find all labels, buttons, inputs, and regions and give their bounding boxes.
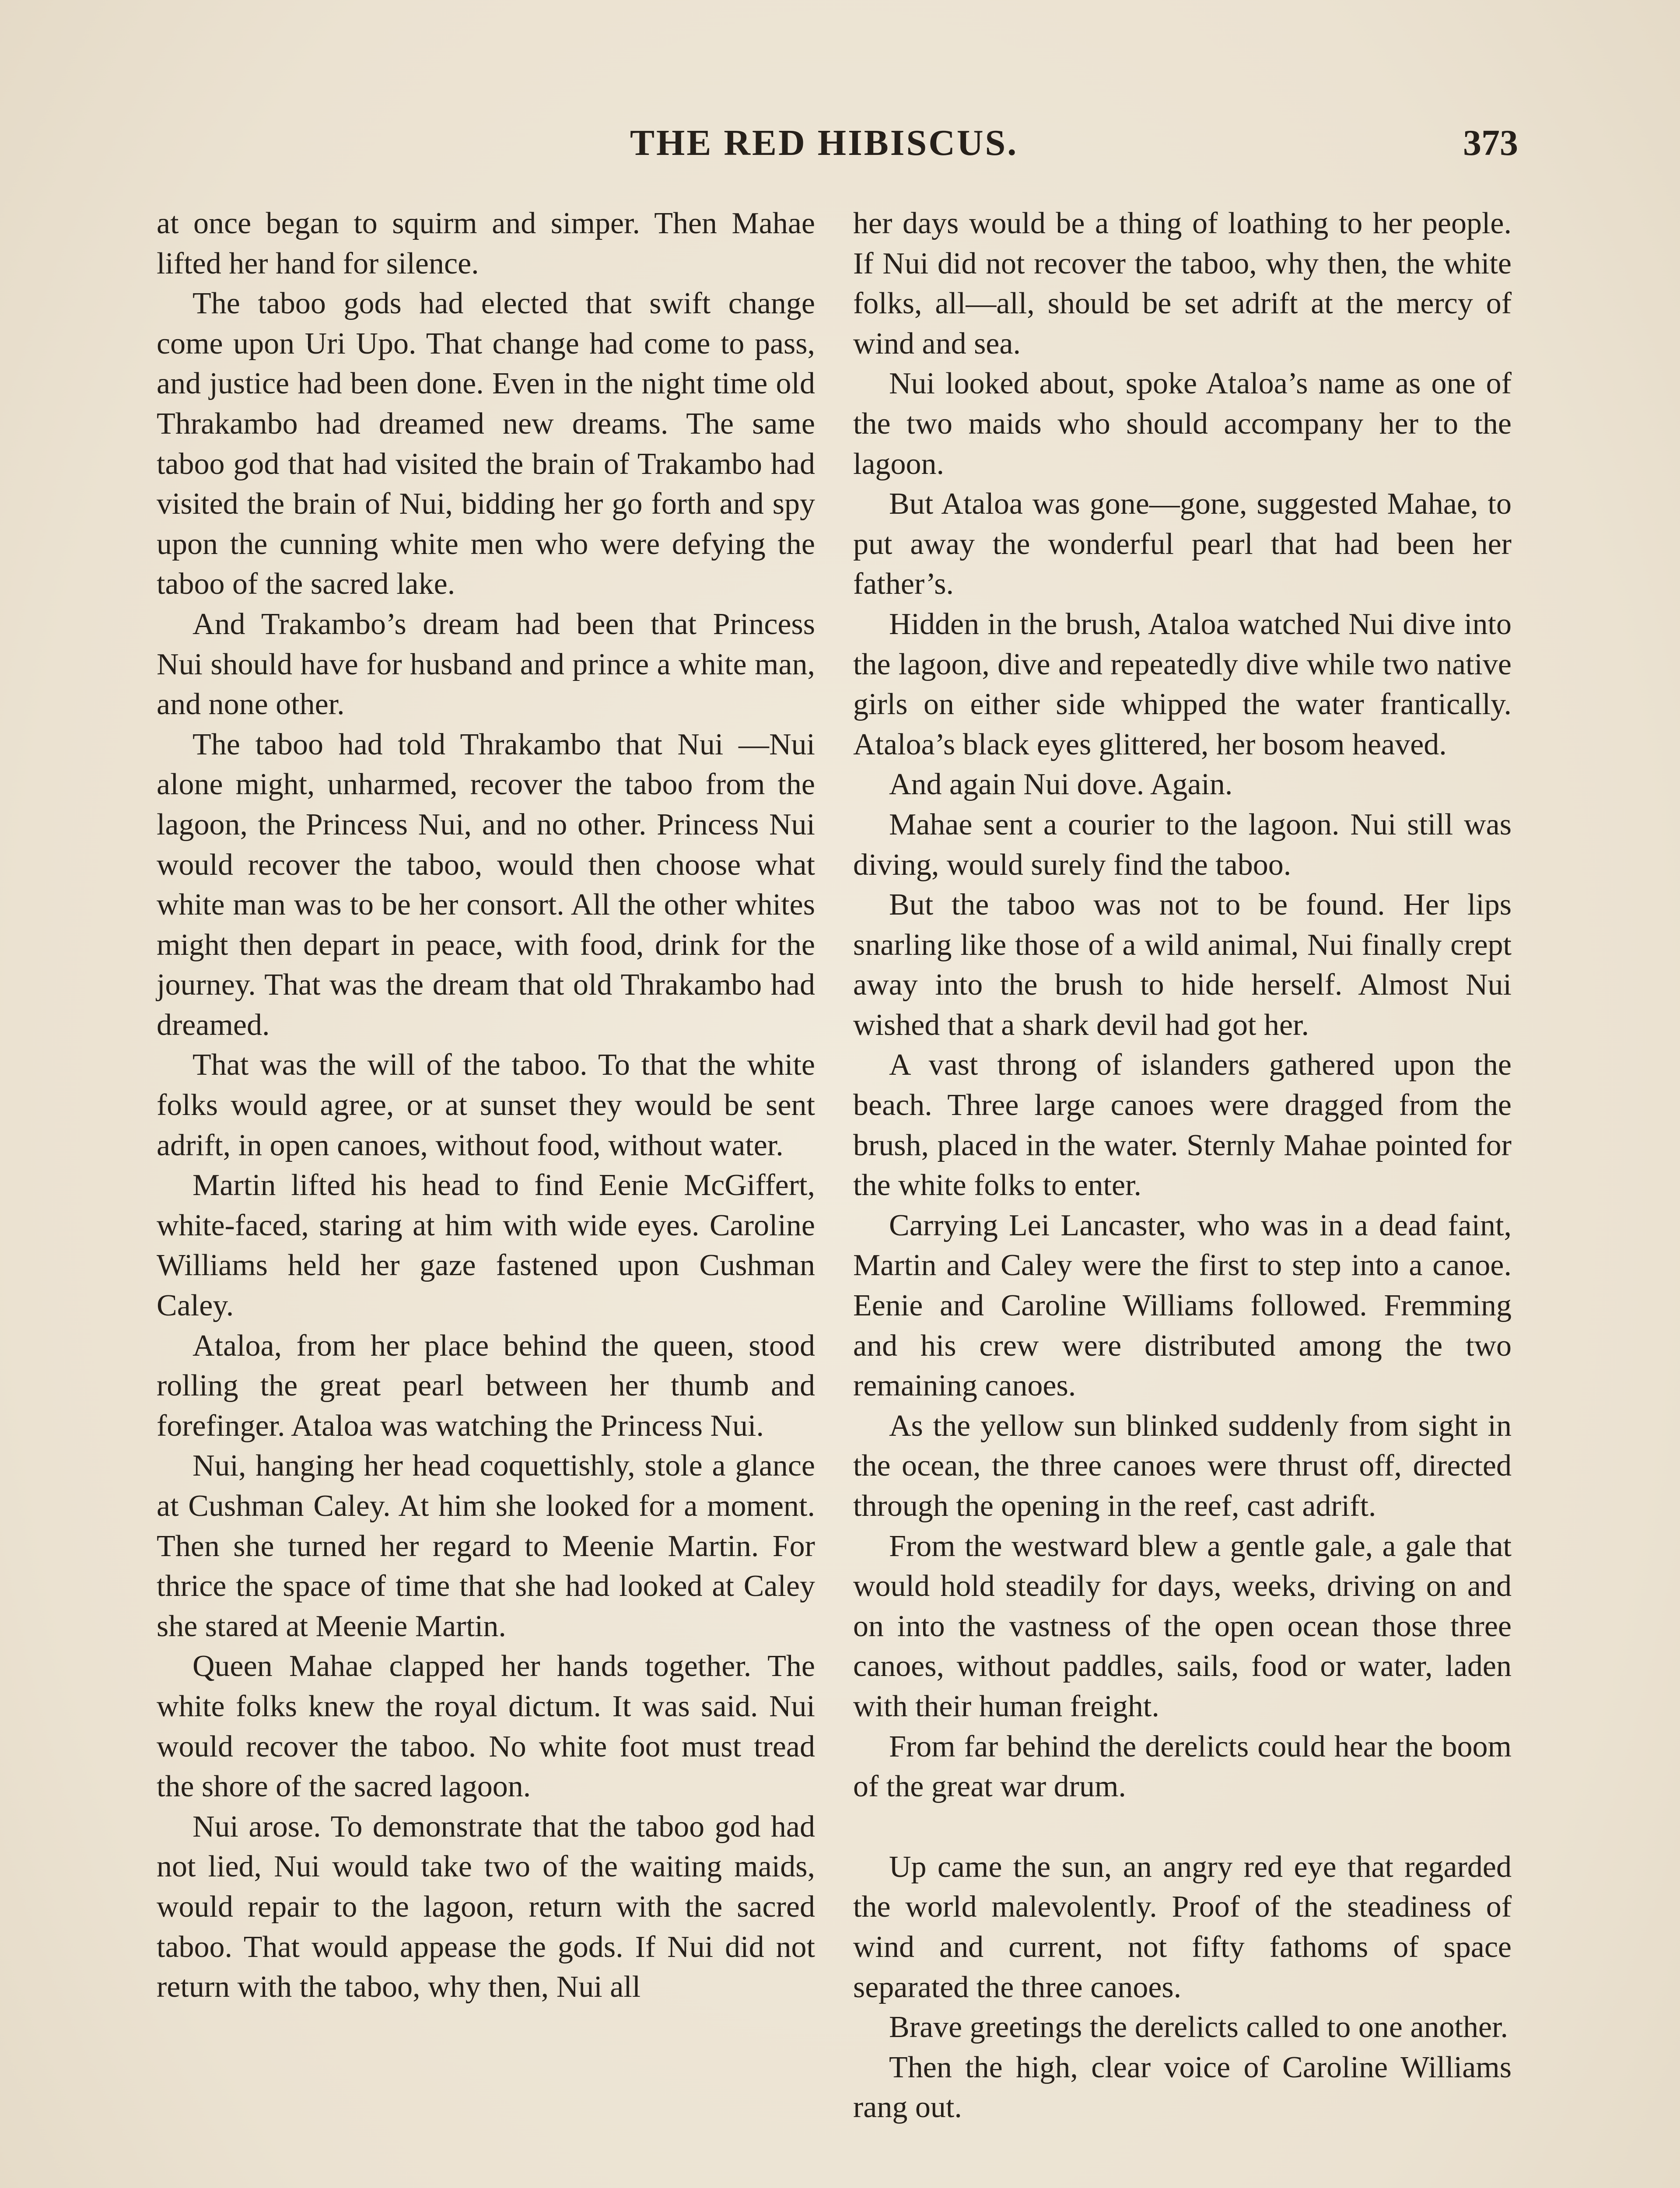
right-column (853, 203, 1512, 2128)
running-head (0, 122, 1680, 174)
left-column (157, 203, 815, 2007)
paragraph: And again Nui dove. Again. (889, 768, 1233, 802)
paragraph: As the yellow sun blinked suddenly from sight in the ocean, the three canoes were thrust off, directed through the opening in the reef, cast adrift. (853, 1409, 1512, 1523)
paragraph: But the taboo was not to be found. Her lips snarling like those of a wild animal, Nui finally crept away into the brush to hide herself. Almost Nui wished that a shark devil had got her. (853, 888, 1512, 1042)
paragraph: The taboo gods had elected that swift change come upon Uri Upo. That change had come to pass, and justice had been done. Even in the night time old Thrakambo had dreamed new dreams. The same taboo god that had visited the brain of Trakambo had visited the brain of Nui, bidding her go forth and spy upon the cunning white men who were defying the taboo of the sacred lake. (157, 287, 815, 601)
paragraph: But Ataloa was gone—gone, suggested Mahae, to put away the wonderful pearl that had been her father’s. (853, 487, 1512, 601)
paragraph: From far behind the derelicts could hear the boom of the great war drum. (853, 1729, 1512, 1804)
paragraph: The taboo had told Thrakambo that Nui —Nui alone might, unharmed, recover the taboo from the lagoon, the Princess Nui, and no other. Princess Nui would recover the taboo, would then choose what white man was to be her consort. All the other whites might then depart in peace, with food, drink for the journey. That was the dream that old Thrakambo had dreamed. (157, 727, 815, 1042)
paragraph: Then the high, clear voice of Caroline Williams rang out. (853, 2050, 1512, 2125)
paragraph: A vast throng of islanders gathered upon the beach. Three large canoes were dragged from the brush, placed in the water. Sternly Mahae pointed for the white folks to enter. (853, 1048, 1512, 1203)
paragraph: Martin lifted his head to find Eenie McGiffert, white-faced, staring at him with wide eyes. Caroline Williams held her gaze fastened upon Cushman Caley. (157, 1168, 815, 1323)
paragraph: her days would be a thing of loathing to her people. If Nui did not recover the taboo, why then, the white folks, all—all, should be set adrift at the mercy of wind and sea. (853, 207, 1512, 361)
paragraph: And Trakambo’s dream had been that Princess Nui should have for husband and prince a white man, and none other. (157, 607, 815, 722)
paragraph: Carrying Lei Lancaster, who was in a dead faint, Martin and Caley were the first to step into a canoe. Eenie and Caroline Williams followed. Fremming and his crew were distributed among the two remaining canoes. (853, 1208, 1512, 1403)
paragraph: at once began to squirm and simper. Then Mahae lifted her hand for silence. (157, 207, 815, 281)
paragraph: That was the will of the taboo. To that the white folks would agree, or at sunset they would be sent adrift, in open canoes, without food, without water. (157, 1048, 815, 1162)
paragraph: Up came the sun, an angry red eye that regarded the world malevolently. Proof of the steadiness of wind and current, not fifty fathoms of space separated the three canoes. (853, 1850, 1512, 2004)
paragraph: Brave greetings the derelicts called to one another. (889, 2010, 1508, 2044)
page-number: 373 (1463, 123, 1518, 163)
paragraph: Nui looked about, spoke Ataloa’s name as one of the two maids who should accompany her to the lagoon. (853, 367, 1512, 481)
section-break (853, 1807, 1512, 1847)
paragraph: Mahae sent a courier to the lagoon. Nui still was diving, would surely find the taboo. (853, 807, 1512, 882)
paragraph: Hidden in the brush, Ataloa watched Nui dive into the lagoon, dive and repeatedly dive while two native girls on either side whipped the water frantically. Ataloa’s black eyes glittered, her bosom heaved. (853, 607, 1512, 761)
paragraph: From the westward blew a gentle gale, a gale that would hold steadily for days, weeks, driving on and on into the vastness of the open ocean those three canoes, without paddles, sails, food or water, laden with their human freight. (853, 1529, 1512, 1723)
paragraph: Queen Mahae clapped her hands together. The white folks knew the royal dictum. It was said. Nui would recover the taboo. No white foot must tread the shore of the sacred lagoon. (157, 1649, 815, 1804)
paragraph: Nui arose. To demonstrate that the taboo god had not lied, Nui would take two of the waiting maids, would repair to the lagoon, return with the sacred taboo. That would appease the gods. If Nui did not return with the taboo, why then, Nui all (157, 1809, 815, 2004)
paragraph: Ataloa, from her place behind the queen, stood rolling the great pearl between her thumb and forefinger. Ataloa was watching the Princess Nui. (157, 1329, 815, 1443)
running-title: THE RED HIBISCUS. (630, 123, 1018, 163)
paragraph: Nui, hanging her head coquettishly, stole a glance at Cushman Caley. At him she looked for a moment. Then she turned her regard to Meenie Martin. For thrice the space of time that she had looked at Caley she stared at Meenie Martin. (157, 1449, 815, 1643)
